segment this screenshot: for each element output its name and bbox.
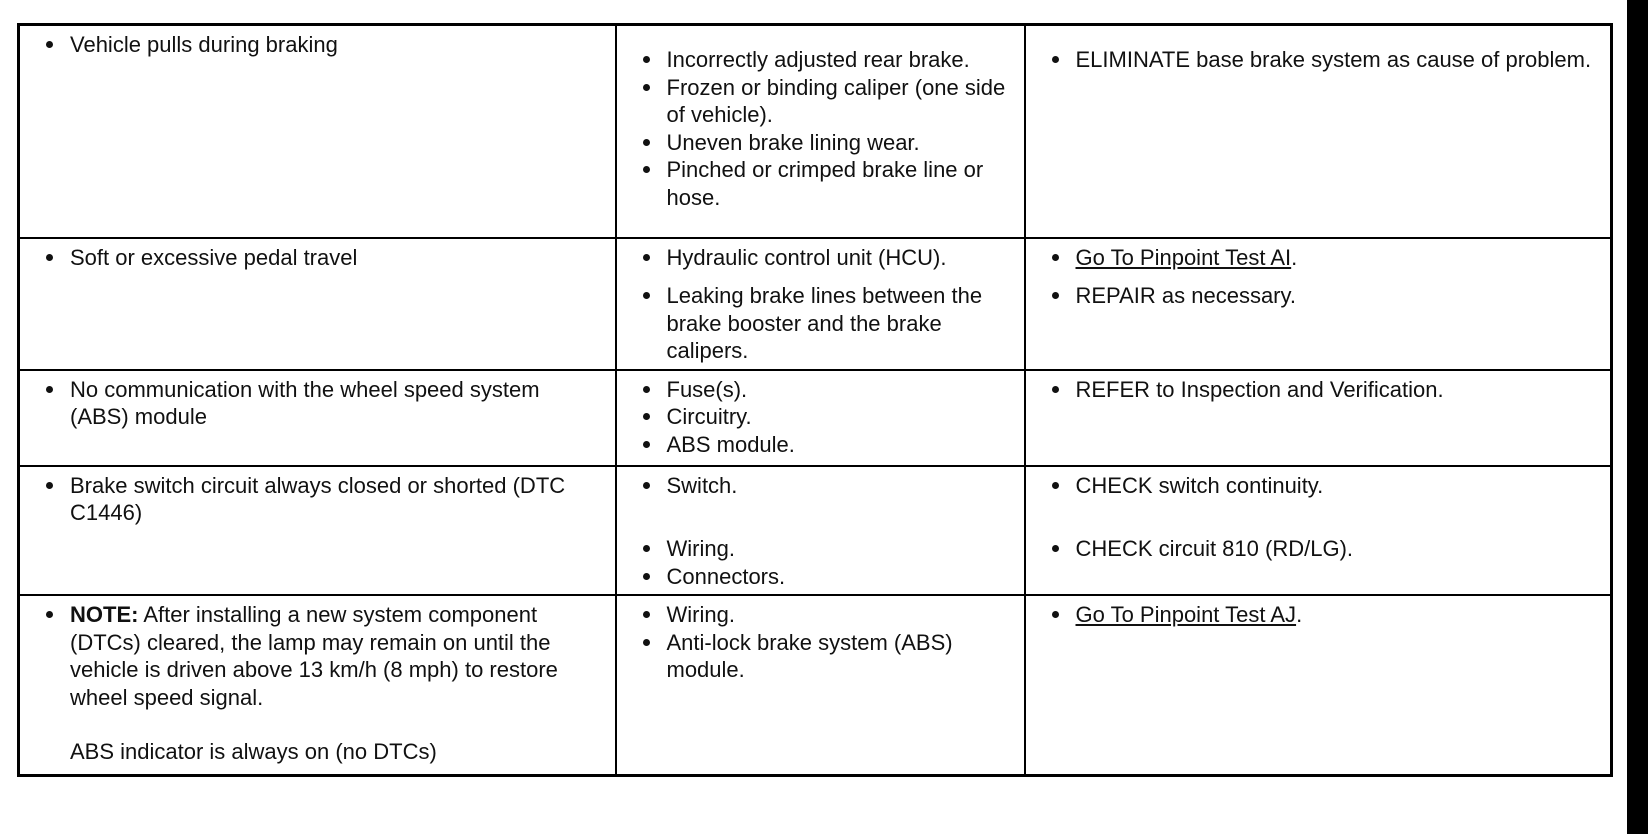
action-item: Go To Pinpoint Test AJ. [1036, 601, 1597, 629]
action-item: CHECK switch continuity. [1036, 472, 1597, 500]
action-item: REFER to Inspection and Verification. [1036, 376, 1597, 404]
page-edge-bar [1627, 0, 1648, 834]
symptom-chart-table [17, 23, 1613, 777]
cause-cell [616, 466, 1025, 596]
action-cell [1025, 466, 1612, 596]
action-item: Go To Pinpoint Test AI. [1036, 244, 1597, 272]
symptom-text: Vehicle pulls during braking [30, 31, 601, 59]
action-item: ELIMINATE base brake system as cause of problem. [1036, 46, 1597, 74]
table-row [19, 25, 1612, 238]
pinpoint-test-ai-link[interactable]: Go To Pinpoint Test AI [1075, 244, 1292, 270]
cause-cell [616, 595, 1025, 775]
action-item: CHECK circuit 810 (RD/LG). [1036, 535, 1597, 563]
action-cell [1025, 370, 1612, 466]
note-label: NOTE: [70, 602, 139, 627]
cause-item: Anti-lock brake system (ABS) module. [627, 629, 1010, 684]
symptom-text: ABS indicator is always on (no DTCs) [70, 739, 437, 764]
symptom-cell [19, 595, 616, 775]
cause-item: Connectors. [627, 563, 1010, 591]
pinpoint-test-aj-link[interactable]: Go To Pinpoint Test AJ [1075, 602, 1297, 627]
note-text: NOTE: After installing a new system component (DTCs) cleared, the lamp may remain on until the vehicle is driven above 13 km/h (8 mph) to restore wheel speed signal. [30, 601, 601, 711]
cause-item: Circuitry. [627, 403, 1010, 431]
symptom-text: Soft or excessive pedal travel [30, 244, 601, 272]
symptom-cell [19, 25, 616, 238]
cause-item: Hydraulic control unit (HCU). [627, 244, 1010, 272]
table-row [19, 370, 1612, 466]
action-item: REPAIR as necessary. [1036, 282, 1597, 310]
cause-item: Switch. [627, 472, 1010, 500]
cause-item: Incorrectly adjusted rear brake. [627, 46, 1010, 74]
symptom-cell [19, 238, 616, 370]
symptom-text: Brake switch circuit always closed or shorted (DTC C1446) [30, 472, 601, 527]
cause-item: ABS module. [627, 431, 1010, 459]
symptom-text: No communication with the wheel speed system (ABS) module [30, 376, 601, 431]
cause-cell [616, 238, 1025, 370]
action-cell [1025, 25, 1612, 238]
cause-item: Wiring. [627, 535, 1010, 563]
symptom-cell [19, 466, 616, 596]
cause-cell [616, 25, 1025, 238]
table-row [19, 466, 1612, 596]
table-row [19, 238, 1612, 370]
cause-cell [616, 370, 1025, 466]
symptom-cell [19, 370, 616, 466]
cause-item: Wiring. [627, 601, 1010, 629]
cause-item: Uneven brake lining wear. [627, 129, 1010, 157]
table-row [19, 595, 1612, 775]
cause-item: Fuse(s). [627, 376, 1010, 404]
action-cell [1025, 238, 1612, 370]
action-cell [1025, 595, 1612, 775]
cause-item: Frozen or binding caliper (one side of vehicle). [627, 74, 1010, 129]
cause-item: Leaking brake lines between the brake booster and the brake calipers. [627, 282, 1010, 365]
cause-item: Pinched or crimped brake line or hose. [627, 156, 1010, 211]
